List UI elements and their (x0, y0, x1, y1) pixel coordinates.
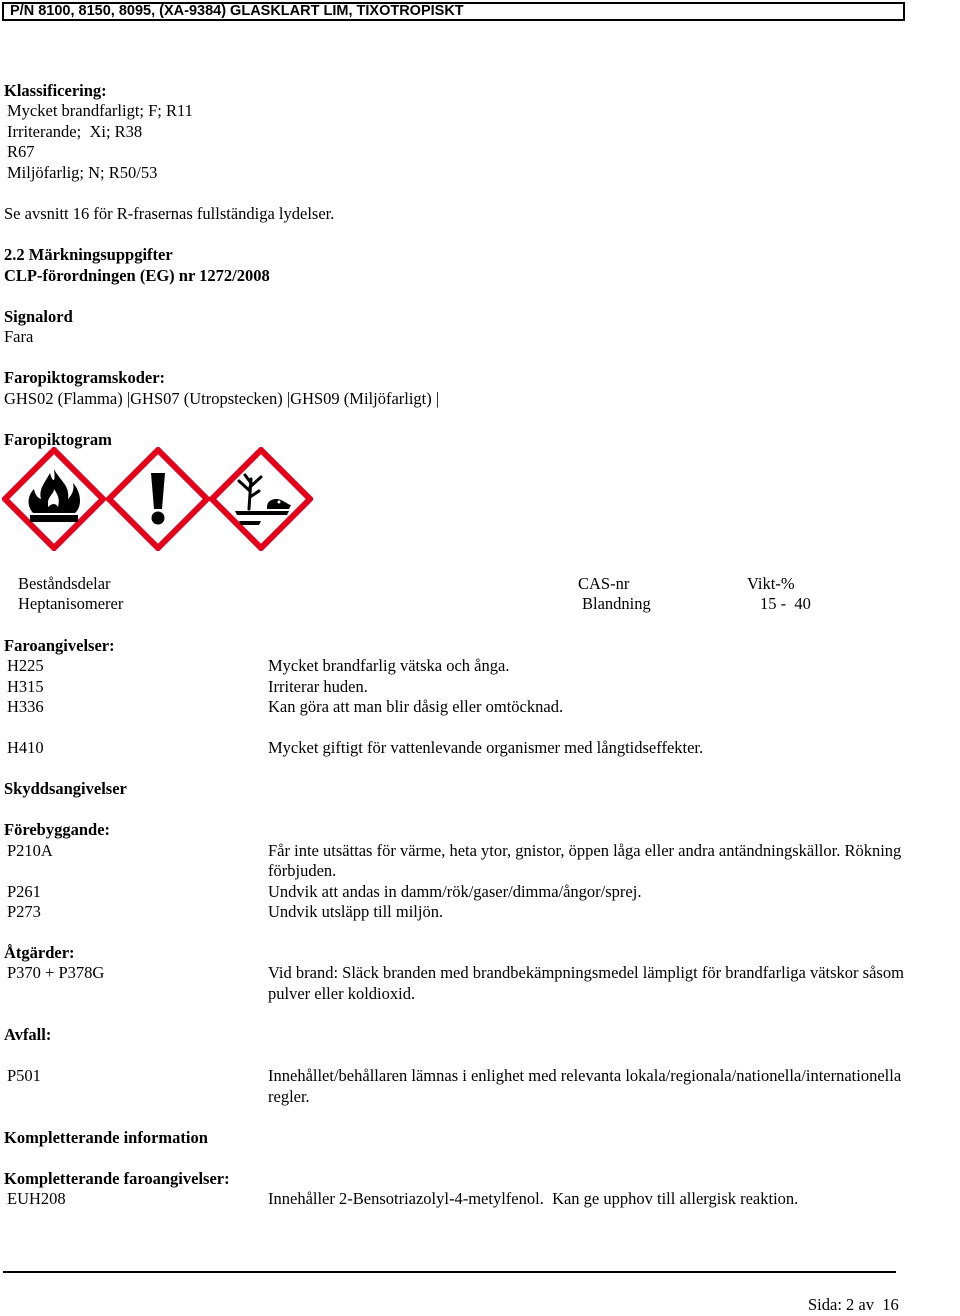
hazard-code: H315 (7, 677, 44, 696)
supplementary-code: EUH208 (7, 1189, 66, 1208)
component-cas: Blandning (582, 594, 651, 613)
hazard-text: Mycket giftigt för vattenlevande organismer med långtidseffekter. (268, 738, 704, 757)
hazard-text: Irriterar huden. (268, 677, 368, 696)
supplementary-text: Innehåller 2-Bensotriazolyl-4-metylfenol. Kan ge upphov till allergisk reaktion. (268, 1189, 799, 1208)
classification-line: Miljöfarlig; N; R50/53 (7, 163, 158, 182)
classification-line: R67 (7, 142, 35, 161)
precaution-code: P501 (7, 1066, 41, 1085)
hazard-code: H336 (7, 697, 44, 716)
components-header-cas: CAS-nr (578, 574, 630, 593)
pictogram-codes-value: GHS02 (Flamma) |GHS07 (Utropstecken) |GHS09 (Miljöfarligt) | (4, 389, 440, 408)
precaution-text: Vid brand: Släck branden med brandbekämpningsmedel lämpligt för brandfarliga vätskor såsom (268, 963, 904, 982)
supplementary-heading: Kompletterande information (4, 1128, 208, 1147)
precaution-code: P370 + P378G (7, 963, 105, 982)
hazard-statements-heading: Faroangivelser: (4, 636, 115, 655)
precaution-code: P273 (7, 902, 41, 921)
precaution-text: regler. (268, 1087, 310, 1106)
disposal-heading: Avfall: (4, 1025, 52, 1044)
precaution-text: Undvik att andas in damm/rök/gaser/dimma/ångor/sprej. (268, 882, 642, 901)
components-header-weight: Vikt-% (747, 574, 795, 593)
prevention-heading: Förebyggande: (4, 820, 111, 839)
response-heading: Åtgärder: (4, 943, 75, 962)
supplementary-hazard-heading: Kompletterande faroangivelser: (4, 1169, 230, 1188)
pictogram-codes-heading: Faropiktogramskoder: (4, 368, 166, 387)
classification-line: Irriterande; Xi; R38 (7, 122, 143, 141)
page-number: Sida: 2 av 16 (808, 1295, 899, 1314)
classification-line: Mycket brandfarligt; F; R11 (7, 101, 193, 120)
precautionary-heading: Skyddsangivelser (4, 779, 127, 798)
components-header-name: Beståndsdelar (18, 574, 111, 593)
precaution-text: pulver eller koldioxid. (268, 984, 416, 1003)
exclamation-icon (106, 447, 210, 551)
precaution-code: P261 (7, 882, 41, 901)
precaution-text: förbjuden. (268, 861, 337, 880)
environment-icon (209, 447, 313, 551)
precaution-text: Innehållet/behållaren lämnas i enlighet med relevanta lokala/regionala/nationella/internationella (268, 1066, 902, 1085)
hazard-code: H410 (7, 738, 44, 757)
pictograms-heading: Faropiktogram (4, 430, 112, 449)
classification-heading: Klassificering: (4, 81, 107, 100)
signal-word-heading: Signalord (4, 307, 73, 326)
document-header (2, 2, 905, 21)
hazard-code: H225 (7, 656, 44, 675)
precaution-code: P210A (7, 841, 53, 860)
document-title: P/N 8100, 8150, 8095, (XA-9384) GLASKLART LIM, TIXOTROPISKT (10, 3, 464, 19)
precaution-text: Undvik utsläpp till miljön. (268, 902, 444, 921)
labelling-heading: 2.2 Märkningsuppgifter (4, 245, 173, 264)
precaution-text: Får inte utsättas för värme, heta ytor, gnistor, öppen låga eller andra antändningskällor. Rökning (268, 841, 902, 860)
hazard-text: Mycket brandfarlig vätska och ånga. (268, 656, 510, 675)
component-name: Heptanisomerer (18, 594, 124, 613)
flame-icon (2, 447, 106, 551)
signal-word-value: Fara (4, 327, 34, 346)
regulation-heading: CLP-förordningen (EG) nr 1272/2008 (4, 266, 270, 285)
footer-divider (3, 1271, 896, 1273)
r-phrases-note: Se avsnitt 16 för R-frasernas fullständiga lydelser. (4, 204, 335, 223)
hazard-text: Kan göra att man blir dåsig eller omtöcknad. (268, 697, 564, 716)
component-weight: 15 - 40 (760, 594, 811, 613)
